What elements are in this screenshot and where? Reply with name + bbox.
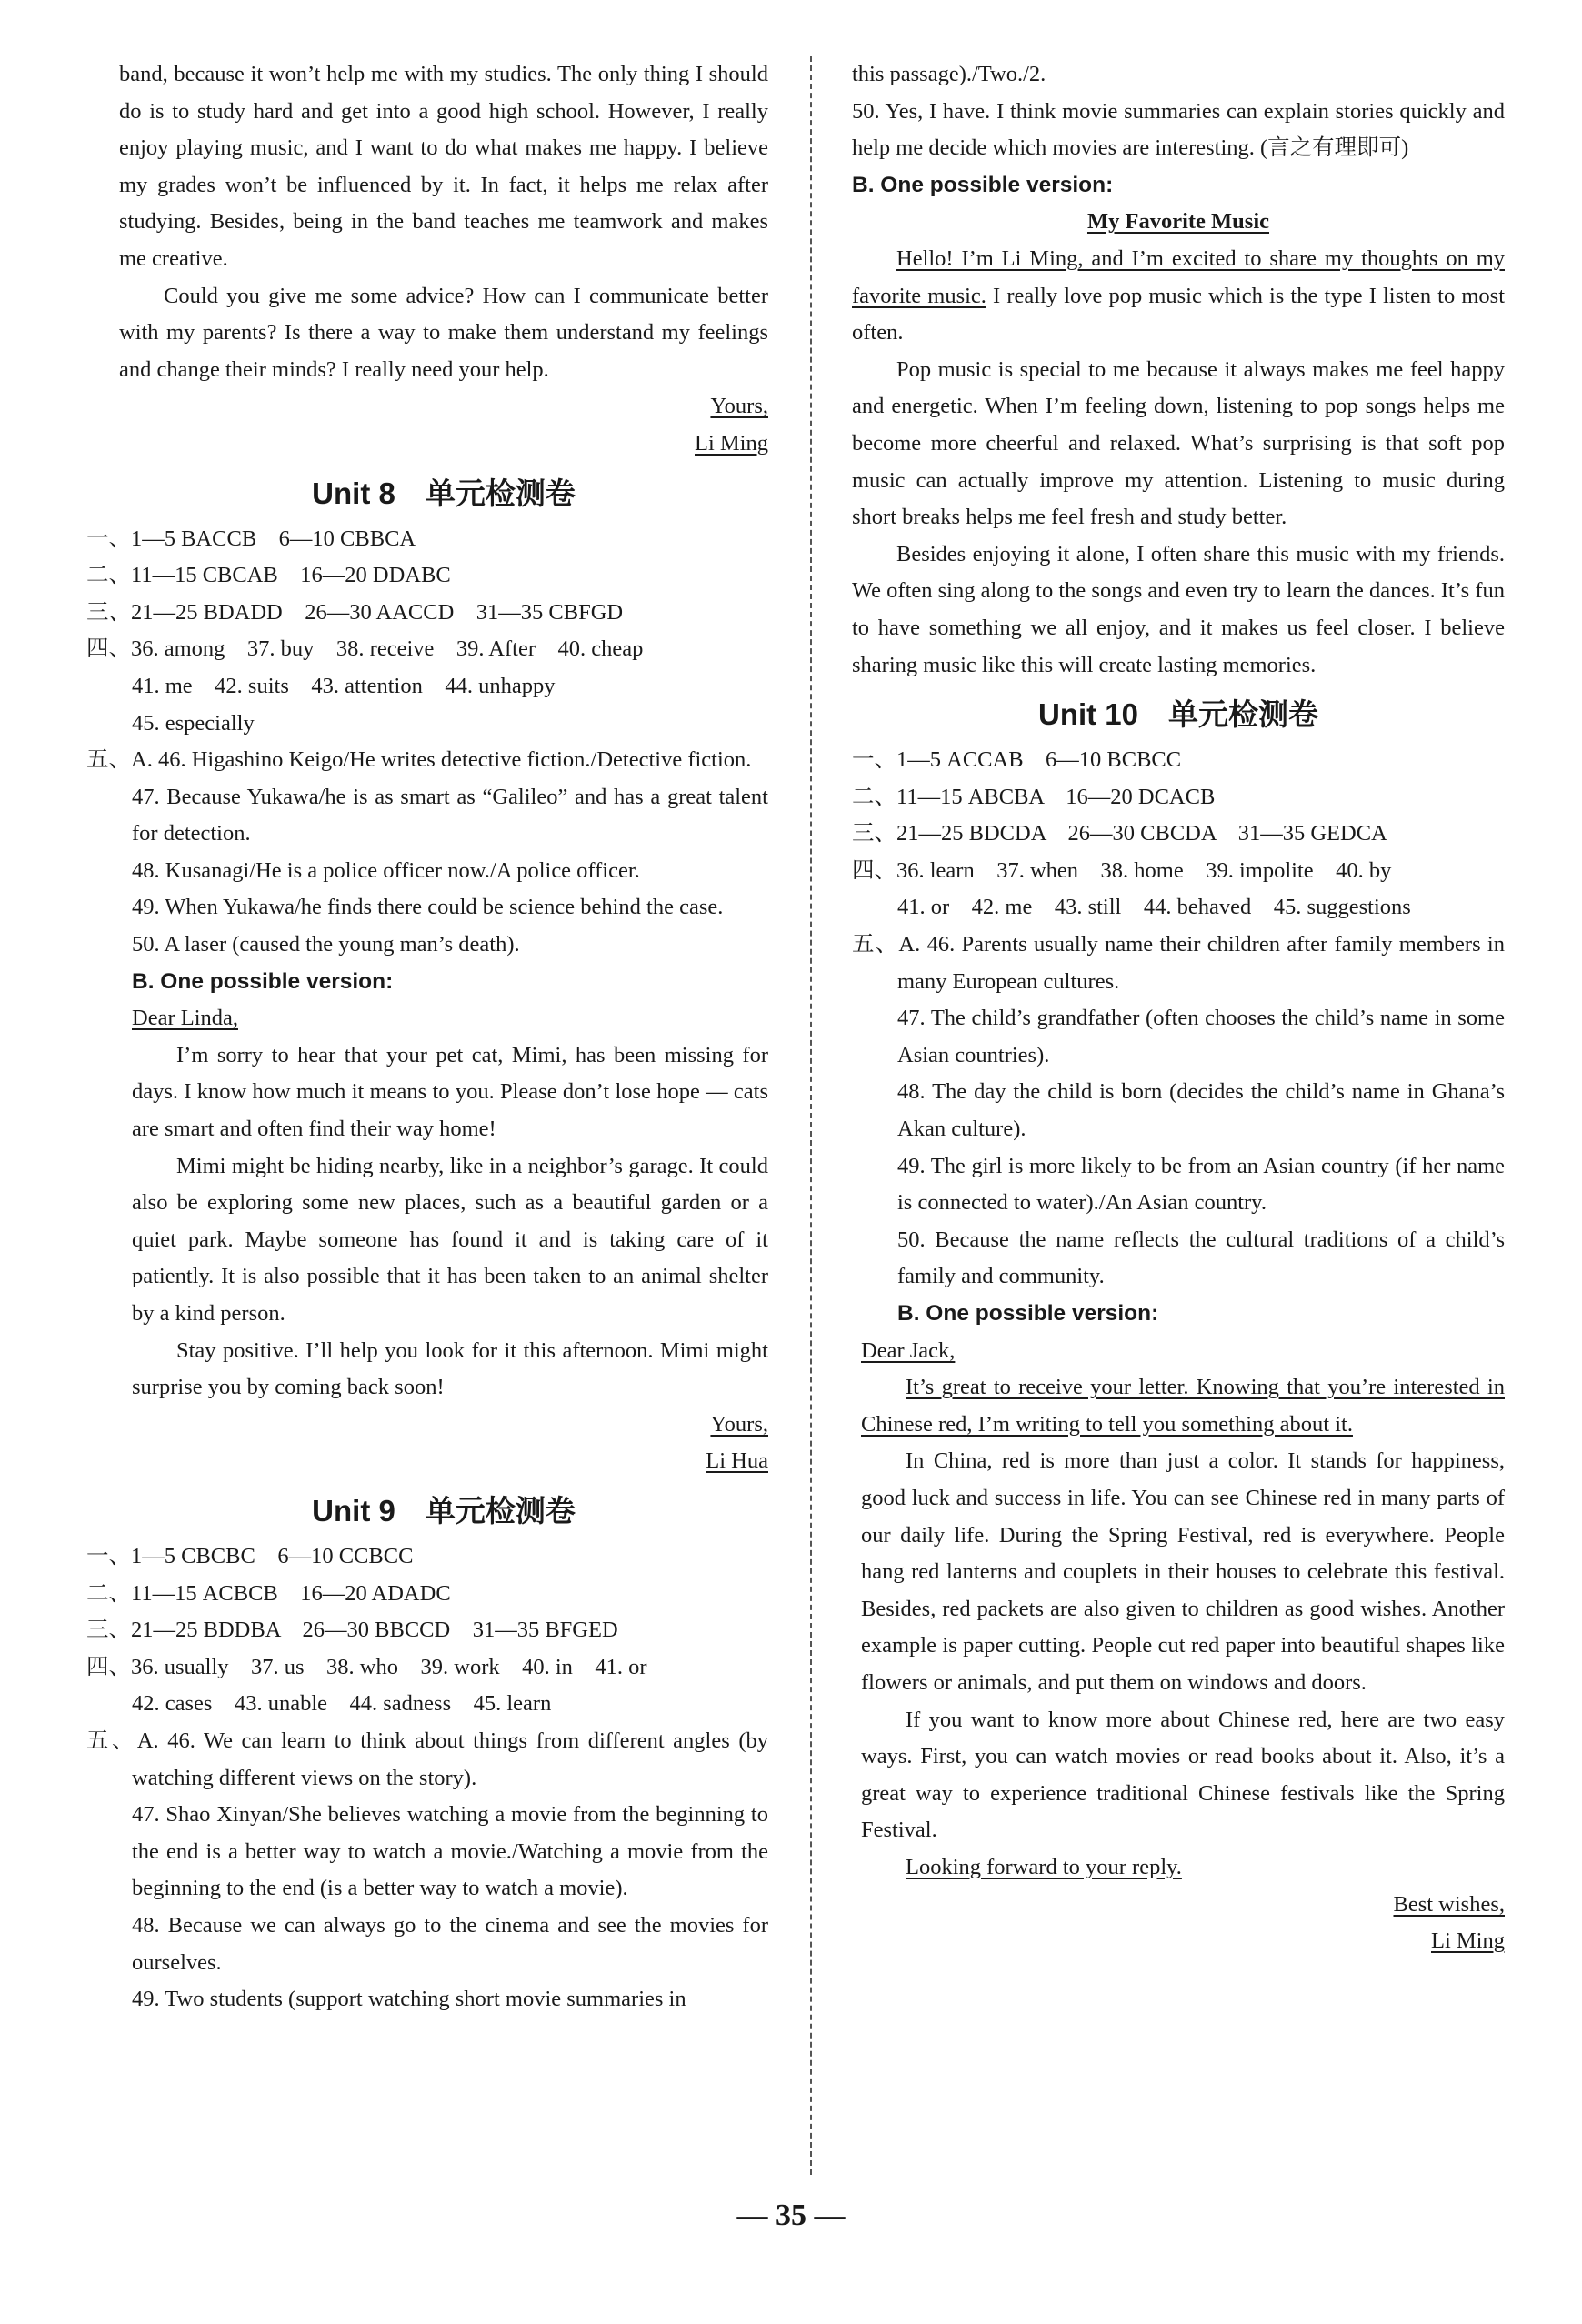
right-column (852, 56, 1505, 1960)
letter-paragraph: I’m sorry to hear that your pet cat, Mimi, has been missing for days. I know how much it means to you. Please don’t lose hope — cats are smart and often find their way home! (132, 1042, 768, 1142)
essay-paragraph: Pop music is special to me because it always makes me feel happy and energetic. When I’m feeling down, listening to pop songs helps me become more cheerful and relaxed. What’s surprising is that soft pop music can actually improve my attention. Listening to music during short breaks helps me feel fresh and study better. (852, 356, 1505, 530)
letter-closing: Looking forward to your reply. (906, 1854, 1182, 1879)
letter-sign-off: Best wishes, (1393, 1891, 1505, 1917)
answer-line: 一、1—5 BACCB 6—10 CBBCA (86, 526, 416, 551)
answer-line: 三、21—25 BDADD 26—30 AACCD 31—35 CBFGD (86, 599, 624, 625)
letter-paragraph: Stay positive. I’ll help you look for it this afternoon. Mimi might surprise you by coming back soon! (132, 1337, 768, 1400)
answer-50: 50. Because the name reflects the cultural traditions of a child’s family and community. (897, 1227, 1505, 1289)
version-heading: B. One possible version: (852, 172, 1114, 197)
answer-50: 50. A laser (caused the young man’s death). (132, 932, 520, 957)
answer-46: 五、A. 46. Parents usually name their children after family members in many European cultures. (852, 932, 1505, 994)
answer-46: 五、A. 46. We can learn to think about things from different angles (by watching different views on the story). (86, 1728, 768, 1790)
answer-49-continued: this passage)./Two./2. (852, 62, 1046, 86)
essay-title: My Favorite Music (1086, 209, 1270, 235)
column-divider (810, 56, 812, 2175)
letter-paragraph: Mimi might be hiding nearby, like in a neighbor’s garage. It could also be exploring some new places, such as a beautiful garden or a quiet park. Maybe someone has found it and is taking care of it patiently. It is also possible that it has been taken to an animal shelter by a kind person. (132, 1153, 768, 1326)
letter-signature: Li Hua (706, 1448, 768, 1474)
letter-intro: It’s great to receive your letter. Knowing that you’re interested in Chinese red, I’m writing to tell you something about it. (861, 1375, 1505, 1437)
letter-signature: Li Ming (1431, 1928, 1505, 1954)
answer-47: 47. The child’s grandfather (often chooses the child’s name in some Asian countries). (897, 1006, 1505, 1067)
letter-signature: Li Ming (695, 430, 768, 456)
answer-46: 五、A. 46. Higashino Keigo/He writes detective fiction./Detective fiction. (86, 747, 752, 773)
answer-line: 二、11—15 ACBCB 16—20 ADADC (86, 1580, 451, 1606)
answer-line: 45. especially (132, 710, 255, 736)
answer-line: 四、36. learn 37. when 38. home 39. impolite 40. by (852, 857, 1392, 883)
essay-paragraph: Besides enjoying it alone, I often share this music with my friends. We often sing along to the songs and even try to learn the dances. It’s fun to have something we all enjoy, and it makes us feel closer. I believe sharing music like this will create lasting memories. (852, 541, 1505, 677)
answer-50: 50. Yes, I have. I think movie summaries can explain stories quickly and help me decide which movies are interesting. (言之有理即可) (852, 98, 1505, 161)
answer-line: 一、1—5 CBCBC 6—10 CCBCC (86, 1543, 414, 1568)
answer-line: 四、36. among 37. buy 38. receive 39. After 40. cheap (86, 636, 644, 662)
unit10-title: Unit 10 单元检测卷 (1037, 697, 1319, 732)
page-number: — 35 — (736, 2199, 846, 2232)
answer-line: 三、21—25 BDCDA 26—30 CBCDA 31—35 GEDCA (852, 821, 1387, 846)
unit9-title: Unit 9 单元检测卷 (312, 1493, 576, 1528)
answer-line: 一、1—5 ACCAB 6—10 BCBCC (852, 747, 1182, 773)
letter-greeting: Dear Jack, (861, 1337, 956, 1363)
essay-intro: Hello! I’m Li Ming, and I’m excited to share my thoughts on my favorite music. I really love pop music which is the type I listen to most often. (852, 245, 1505, 346)
unit8-title: Unit 8 单元检测卷 (312, 476, 576, 510)
answer-line: 42. cases 43. unable 44. sadness 45. learn (132, 1691, 552, 1717)
answer-line: 三、21—25 BDDBA 26—30 BBCCD 31—35 BFGED (86, 1618, 618, 1643)
letter-paragraph: In China, red is more than just a color. It stands for happiness, good luck and success in life. You can see Chinese red in many parts of our daily life. During the Spring Festival, red is everywhere. People hang red lanterns and couplets in their houses to celebrate this festival. Besides, red packets are also given to children as good wishes. Another example is paper cutting. People cut red paper into beautiful shapes like flowers or animals, and put them on windows and doors. (861, 1448, 1505, 1695)
answer-line: 四、36. usually 37. us 38. who 39. work 40. in 41. or (86, 1654, 647, 1679)
letter-paragraph: Could you give me some advice? How can I communicate better with my parents? Is there a way to make them understand my feelings and change their minds? I really need your help. (119, 283, 768, 382)
answer-line: 41. me 42. suits 43. attention 44. unhappy (132, 673, 556, 698)
letter-sign-off: Yours, (710, 394, 768, 419)
answer-48: 48. Kusanagi/He is a police officer now./A police officer. (132, 857, 640, 883)
version-heading: B. One possible version: (132, 968, 394, 994)
answer-49: 49. Two students (support watching short movie summaries in (132, 1987, 686, 2012)
answer-48: 48. Because we can always go to the cinema and see the movies for ourselves. (132, 1912, 768, 1975)
answer-49: 49. The girl is more likely to be from an Asian country (if her name is connected to water)./An Asian country. (897, 1153, 1505, 1216)
answer-line: 二、11—15 CBCAB 16—20 DDABC (86, 563, 451, 588)
answer-49: 49. When Yukawa/he finds there could be science behind the case. (132, 895, 724, 920)
answer-47: 47. Because Yukawa/he is as smart as “Galileo” and has a great talent for detection. (132, 784, 768, 846)
answer-48: 48. The day the child is born (decides the child’s name in Ghana’s Akan culture). (897, 1079, 1505, 1142)
letter-greeting: Dear Linda, (132, 1006, 238, 1031)
letter-paragraph: If you want to know more about Chinese red, here are two easy ways. First, you can watch movies or read books about it. Also, it’s a great way to experience traditional Chinese festivals like the Spring Festival. (861, 1707, 1505, 1843)
answer-line: 41. or 42. me 43. still 44. behaved 45. suggestions (897, 895, 1411, 920)
answer-47: 47. Shao Xinyan/She believes watching a movie from the beginning to the end is a better way to watch a movie./Watching a movie from the beginning to the end (is a better way to watch a movie). (132, 1802, 768, 1901)
letter-paragraph: band, because it won’t help me with my studies. The only thing I should do is to study hard and get into a good high school. However, I really enjoy playing music, and I want to do what makes me happy. I believe my grades won’t be influenced by it. In fact, it helps me relax after studying. Besides, being in the band teaches me teamwork and makes me creative. (119, 62, 768, 271)
left-column (86, 56, 768, 2018)
version-heading: B. One possible version: (897, 1301, 1159, 1326)
letter-sign-off: Yours, (710, 1411, 768, 1437)
answer-line: 二、11—15 ABCBA 16—20 DCACB (852, 784, 1216, 809)
